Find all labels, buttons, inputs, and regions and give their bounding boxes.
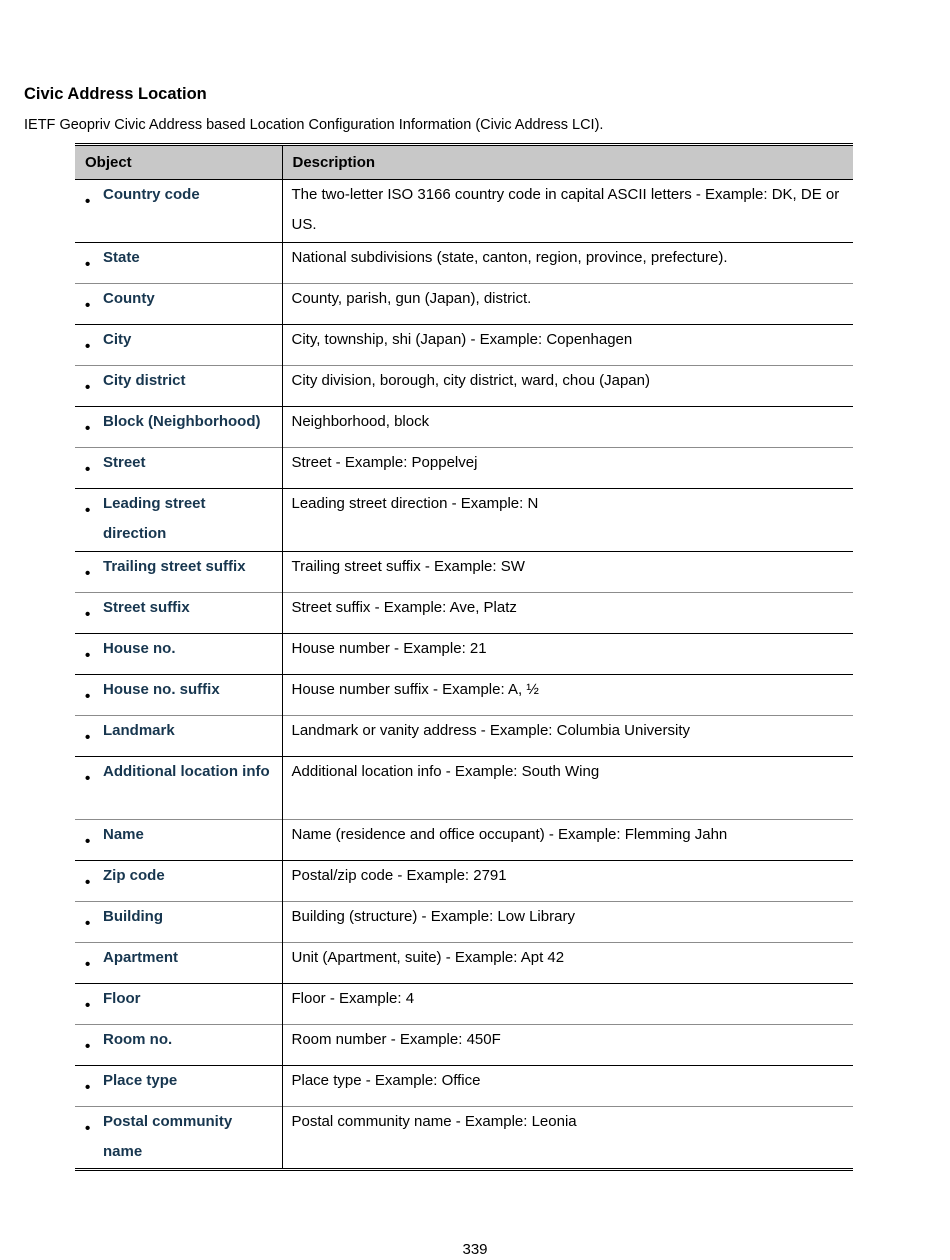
bullet-icon: • xyxy=(85,915,91,932)
bullet-icon: • xyxy=(85,379,91,396)
description-cell: County, parish, gun (Japan), district. xyxy=(282,284,853,325)
table-row xyxy=(75,716,853,757)
table-row xyxy=(75,634,853,675)
table-row xyxy=(75,943,853,984)
bullet-icon: • xyxy=(85,502,91,519)
object-cell: • Building xyxy=(75,902,282,943)
bullet-icon: • xyxy=(85,956,91,973)
description-cell: City, township, shi (Japan) - Example: Copenhagen xyxy=(282,325,853,366)
bullet-icon: • xyxy=(85,565,91,582)
table-header-row xyxy=(75,145,853,180)
description-cell: Street - Example: Poppelvej xyxy=(282,448,853,489)
bullet-icon: • xyxy=(85,297,91,314)
bullet-icon: • xyxy=(85,461,91,478)
description-cell: The two-letter ISO 3166 country code in capital ASCII letters - Example: DK, DE or US. xyxy=(282,180,853,243)
description-cell: Neighborhood, block xyxy=(282,407,853,448)
description-cell: Building (structure) - Example: Low Library xyxy=(282,902,853,943)
section-intro: IETF Geopriv Civic Address based Location Configuration Information (Civic Address LCI). xyxy=(24,117,604,133)
object-cell: • City xyxy=(75,325,282,366)
bullet-icon: • xyxy=(85,997,91,1014)
bullet-icon: • xyxy=(85,770,91,787)
description-cell: National subdivisions (state, canton, region, province, prefecture). xyxy=(282,243,853,284)
bullet-icon: • xyxy=(85,688,91,705)
bullet-icon: • xyxy=(85,874,91,891)
table-row xyxy=(75,284,853,325)
description-cell: House number suffix - Example: A, ½ xyxy=(282,675,853,716)
table-row xyxy=(75,489,853,552)
description-cell: Postal/zip code - Example: 2791 xyxy=(282,861,853,902)
description-cell: House number - Example: 21 xyxy=(282,634,853,675)
object-cell: • Floor xyxy=(75,984,282,1025)
object-cell: • Apartment xyxy=(75,943,282,984)
table-row xyxy=(75,1025,853,1066)
object-cell: • Leading street direction xyxy=(85,495,206,542)
table-row xyxy=(75,820,853,861)
bullet-icon: • xyxy=(85,647,91,664)
bullet-icon: • xyxy=(85,606,91,623)
table-row xyxy=(75,180,853,243)
object-cell: • State xyxy=(75,243,282,284)
description-cell: Floor - Example: 4 xyxy=(282,984,853,1025)
object-cell: • Country code xyxy=(75,180,282,243)
header-description: Description xyxy=(282,145,853,180)
table-row xyxy=(75,593,853,634)
table-row xyxy=(75,407,853,448)
table-row xyxy=(75,325,853,366)
bullet-icon: • xyxy=(85,256,91,273)
page-number: 339 xyxy=(462,1241,488,1258)
description-cell: Additional location info - Example: South Wing xyxy=(282,757,853,820)
table-row xyxy=(75,675,853,716)
table-row xyxy=(75,448,853,489)
object-cell: • County xyxy=(75,284,282,325)
description-cell: Postal community name - Example: Leonia xyxy=(282,1107,853,1170)
bullet-icon: • xyxy=(85,420,91,437)
table-row xyxy=(75,984,853,1025)
table-row xyxy=(75,1107,853,1170)
description-cell: Landmark or vanity address - Example: Columbia University xyxy=(282,716,853,757)
table-row xyxy=(75,757,853,820)
bullet-icon: • xyxy=(85,1038,91,1055)
object-cell: • Street suffix xyxy=(75,593,282,634)
object-cell: • Postal community name xyxy=(85,1113,233,1160)
object-cell: • Place type xyxy=(75,1066,282,1107)
object-cell: • City district xyxy=(75,366,282,407)
section-title: Civic Address Location xyxy=(24,85,207,103)
table-row xyxy=(75,366,853,407)
bullet-icon: • xyxy=(85,1120,91,1137)
table-row xyxy=(75,243,853,284)
bullet-icon: • xyxy=(85,833,91,850)
object-cell: • Street xyxy=(75,448,282,489)
object-cell: • Room no. xyxy=(75,1025,282,1066)
description-cell: Trailing street suffix - Example: SW xyxy=(282,552,853,593)
description-cell: Room number - Example: 450F xyxy=(282,1025,853,1066)
header-object: Object xyxy=(75,145,282,180)
civic-address-table xyxy=(75,143,853,1171)
object-cell: • Name xyxy=(75,820,282,861)
object-cell: • Landmark xyxy=(75,716,282,757)
bullet-icon: • xyxy=(85,193,91,210)
object-cell: • Zip code xyxy=(75,861,282,902)
object-cell: • Trailing street suffix xyxy=(75,552,282,593)
description-cell: Leading street direction - Example: N xyxy=(282,489,853,552)
object-cell: • House no. xyxy=(75,634,282,675)
object-cell: • Additional location info xyxy=(75,757,282,820)
table-row xyxy=(75,902,853,943)
object-cell: • Block (Neighborhood) xyxy=(75,407,282,448)
description-cell: Name (residence and office occupant) - Example: Flemming Jahn xyxy=(282,820,853,861)
table-row xyxy=(75,552,853,593)
description-cell: Unit (Apartment, suite) - Example: Apt 42 xyxy=(282,943,853,984)
bullet-icon: • xyxy=(85,1079,91,1096)
description-cell: Place type - Example: Office xyxy=(282,1066,853,1107)
description-cell: Street suffix - Example: Ave, Platz xyxy=(282,593,853,634)
object-cell: • House no. suffix xyxy=(75,675,282,716)
table-row xyxy=(75,861,853,902)
table-row xyxy=(75,1066,853,1107)
description-cell: City division, borough, city district, ward, chou (Japan) xyxy=(282,366,853,407)
bullet-icon: • xyxy=(85,338,91,355)
bullet-icon: • xyxy=(85,729,91,746)
